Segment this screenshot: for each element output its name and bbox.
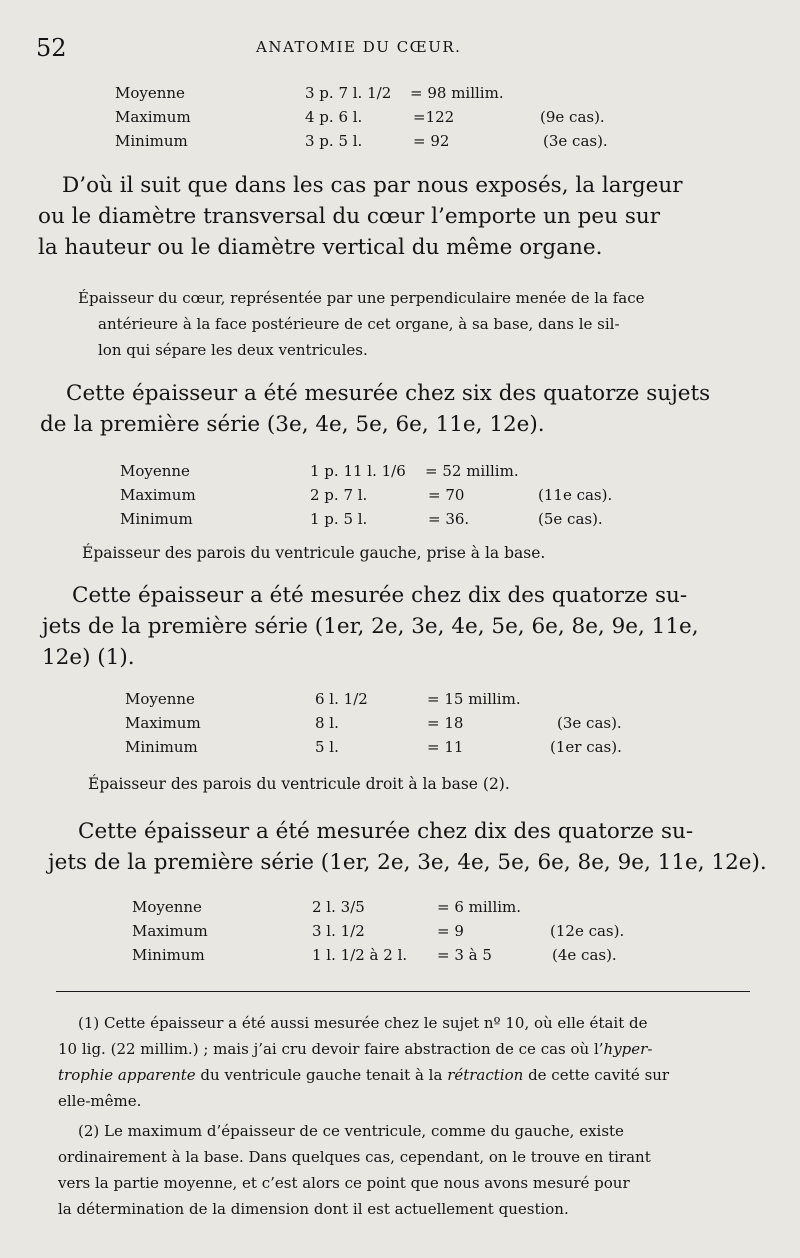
row-value: =122 <box>413 108 455 126</box>
row-measure: 5 l. <box>315 738 339 756</box>
row-measure: 4 p. 6 l. <box>305 108 363 126</box>
row-label: Moyenne <box>120 462 190 480</box>
row-value: = 98 millim. <box>410 84 504 102</box>
row-note: (1er cas). <box>550 738 622 756</box>
row-measure: 2 l. 3/5 <box>312 898 365 916</box>
row-measure: 1 l. 1/2 à 2 l. <box>312 946 408 964</box>
row-label: Maximum <box>115 108 191 126</box>
text-line: Cette épaisseur a été mesurée chez six des quatorze sujets <box>66 381 711 406</box>
text-line: la détermination de la dimension dont il est actuellement question. <box>58 1200 569 1218</box>
page-header <box>36 34 760 62</box>
paragraph-measurement <box>40 378 710 440</box>
row-value: = 11 <box>427 738 464 756</box>
row-label: Maximum <box>120 486 196 504</box>
row-value: = 70 <box>428 486 465 504</box>
text-line: 12e) (1). <box>42 645 135 670</box>
row-value: = 36. <box>428 510 470 528</box>
text-line: Épaisseur du cœur, représentée par une perpendiculaire menée de la face <box>78 289 645 307</box>
row-note: (11e cas). <box>538 486 613 504</box>
row-value: = 15 millim. <box>427 690 521 708</box>
row-measure: 8 l. <box>315 714 339 732</box>
paragraph-right-ventricle <box>48 816 767 878</box>
row-label: Moyenne <box>115 84 185 102</box>
text-line: ordinairement à la base. Dans quelques cas, cependant, on le trouve en tirant <box>58 1148 651 1166</box>
row-note: (9e cas). <box>540 108 605 126</box>
section-label-left-ventricle: Épaisseur des parois du ventricule gauche, prise à la base. <box>82 544 546 562</box>
paragraph-conclusion <box>38 170 683 263</box>
row-value: = 18 <box>427 714 464 732</box>
text-line: D’où il suit que dans les cas par nous exposés, la largeur <box>62 173 683 198</box>
footnote-2 <box>58 1118 758 1222</box>
row-value: = 3 à 5 <box>437 946 492 964</box>
row-measure: 6 l. 1/2 <box>315 690 368 708</box>
row-measure: 1 p. 5 l. <box>310 510 368 528</box>
row-label: Maximum <box>125 714 201 732</box>
footnote-1 <box>58 1010 758 1114</box>
section-description <box>78 285 645 363</box>
section-label-right-ventricle: Épaisseur des parois du ventricule droit à la base (2). <box>88 775 510 793</box>
row-note: (5e cas). <box>538 510 603 528</box>
text-line: antérieure à la face postérieure de cet organe, à sa base, dans le sil- <box>98 315 620 333</box>
row-note: (3e cas). <box>543 132 608 150</box>
text-line: ou le diamètre transversal du cœur l’emporte un peu sur <box>38 204 660 229</box>
text-line: de la première série (3e, 4e, 5e, 6e, 11e, 12e). <box>40 412 545 437</box>
row-value: = 9 <box>437 922 464 940</box>
text-line: jets de la première série (1er, 2e, 3e, 4e, 5e, 6e, 8e, 9e, 11e, <box>42 614 699 639</box>
text-line: vers la partie moyenne, et c’est alors ce point que nous avons mesuré pour <box>58 1174 630 1192</box>
row-measure: 2 p. 7 l. <box>310 486 368 504</box>
row-measure: 3 p. 7 l. 1/2 <box>305 84 392 102</box>
text-line: (2) Le maximum d’épaisseur de ce ventricule, comme du gauche, existe <box>78 1122 624 1140</box>
row-value: = 52 millim. <box>425 462 519 480</box>
text-line: (1) Cette épaisseur a été aussi mesurée chez le sujet nº 10, où elle était de <box>78 1014 648 1032</box>
text-line: lon qui sépare les deux ventricules. <box>98 341 368 359</box>
text-line: elle-même. <box>58 1092 142 1110</box>
text-line: jets de la première série (1er, 2e, 3e, 4e, 5e, 6e, 8e, 9e, 11e, 12e). <box>48 850 767 875</box>
row-note: (12e cas). <box>550 922 625 940</box>
row-label: Moyenne <box>125 690 195 708</box>
text-line: trophie apparente du ventricule gauche tenait à la rétraction de cette cavité sur <box>58 1066 670 1084</box>
row-label: Minimum <box>115 132 188 150</box>
row-label: Minimum <box>132 946 205 964</box>
row-label: Minimum <box>125 738 198 756</box>
row-note: (3e cas). <box>557 714 622 732</box>
row-measure: 3 l. 1/2 <box>312 922 365 940</box>
text-line: Cette épaisseur a été mesurée chez dix des quatorze su- <box>72 583 688 608</box>
row-note: (4e cas). <box>552 946 617 964</box>
row-value: = 92 <box>413 132 450 150</box>
footnote-divider <box>56 991 750 992</box>
row-value: = 6 millim. <box>437 898 522 916</box>
text-line: 10 lig. (22 millim.) ; mais j’ai cru devoir faire abstraction de ce cas où l’hyper- <box>58 1040 653 1058</box>
row-label: Maximum <box>132 922 208 940</box>
page-number: 52 <box>36 34 67 62</box>
running-title: ANATOMIE DU CŒUR. <box>256 38 462 56</box>
text-line: Cette épaisseur a été mesurée chez dix des quatorze su- <box>78 819 694 844</box>
row-measure: 3 p. 5 l. <box>305 132 363 150</box>
row-label: Minimum <box>120 510 193 528</box>
text-line: la hauteur ou le diamètre vertical du même organe. <box>38 235 603 260</box>
paragraph-left-ventricle <box>42 580 699 673</box>
row-label: Moyenne <box>132 898 202 916</box>
row-measure: 1 p. 11 l. 1/6 <box>310 462 406 480</box>
